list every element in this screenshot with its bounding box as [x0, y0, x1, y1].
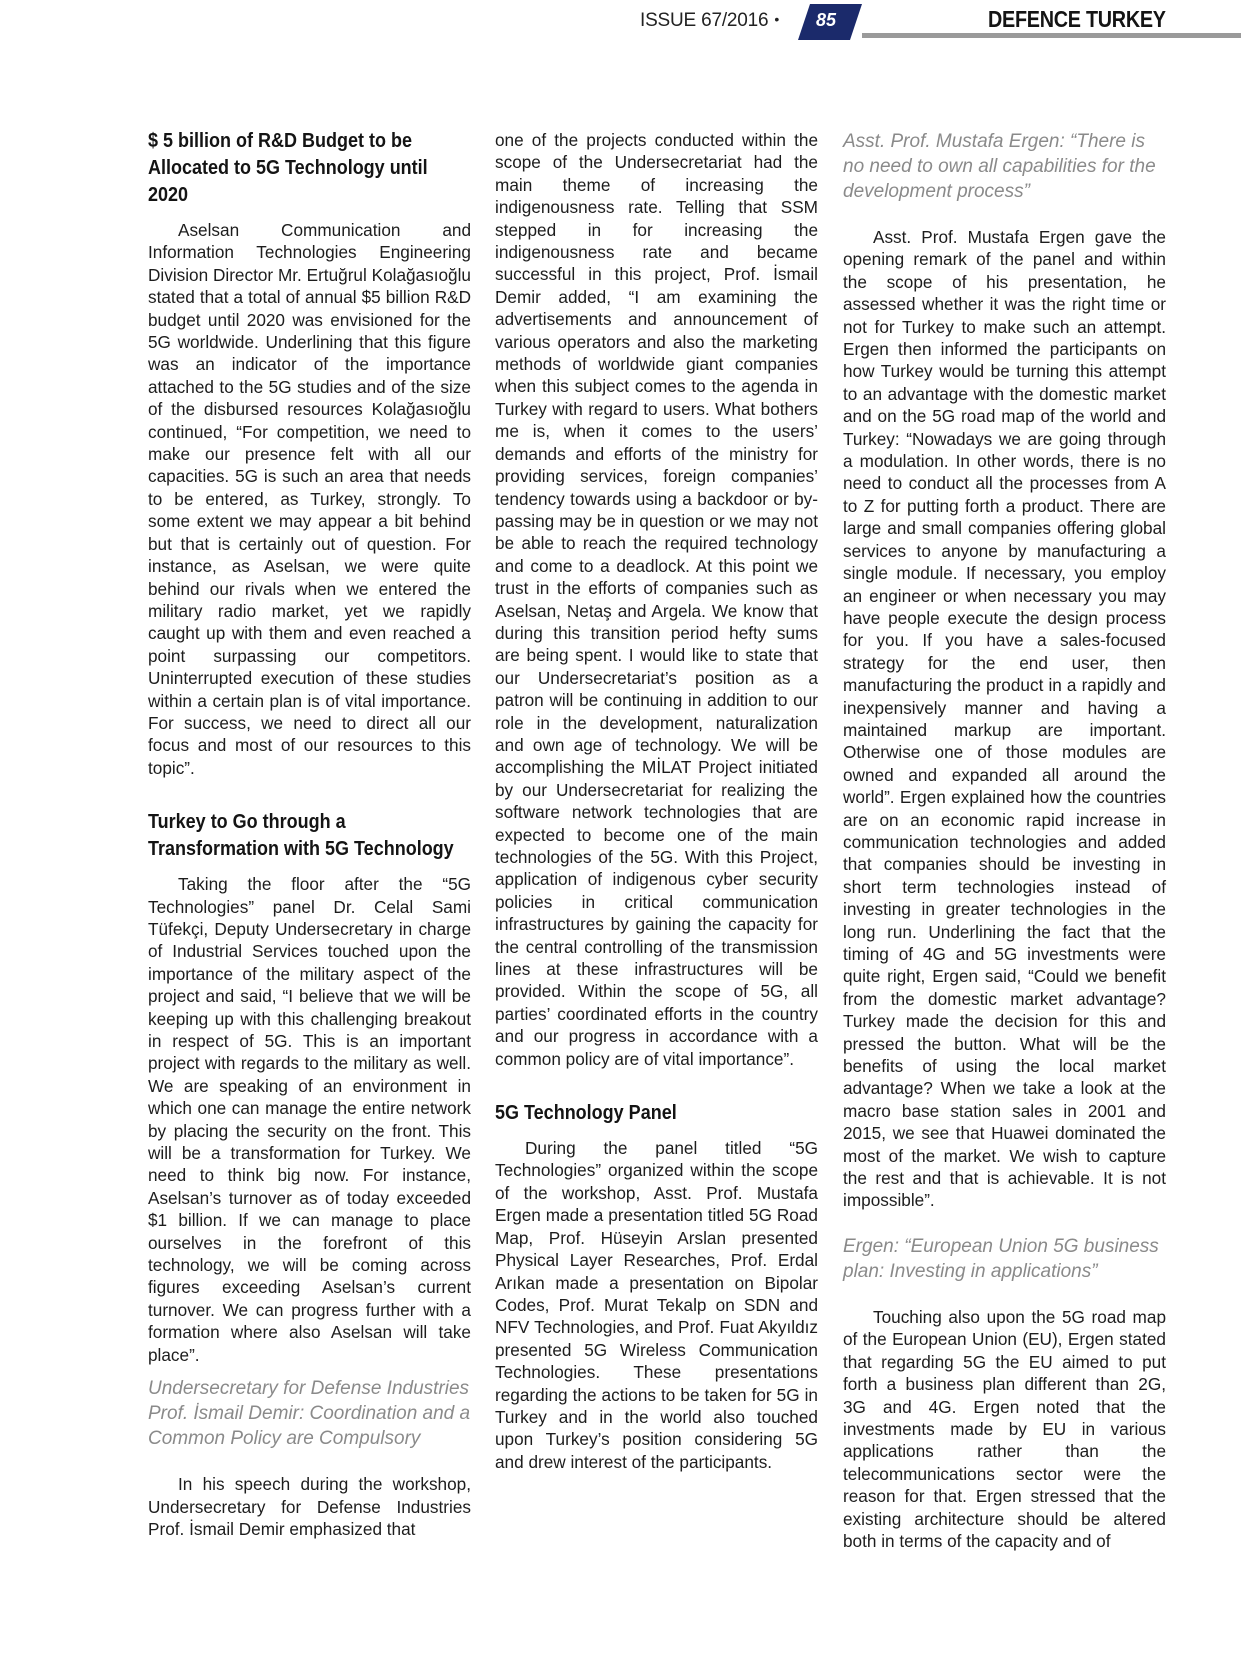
paragraph-5g-panel: During the panel titled “5G Technologies” organized within the scope of the workshop, Asst. Prof. Mustafa Ergen made a presentation titled 5G Road Map, Prof. Hüseyin Arslan presented Physical Layer Researches, Prof. Erdal Arıkan made a presentation on Bipolar Codes, Prof. Murat Tekalp on SDN and NFV Technologies, and Prof. Fuat Akyıldız presented 5G Wireless Communication Technologies. These presentations regarding the actions to be taken for 5G in Turkey and in the world also touched upon Turkey’s position considering 5G and drew interest of the participants.	[495, 1138, 818, 1472]
paragraph-eu-plan: Touching also upon the 5G road map of the European Union (EU), Ergen stated that regarding 5G the EU aimed to put forth a business plan different than 2G, 3G and 4G. Ergen noted that the investments made by EU in various applications rather than the telecommunications sector were the reason for that. Ergen stressed that the existing architecture should be altered both in terms of the capacity and of	[843, 1306, 1166, 1551]
header-rule	[862, 33, 1241, 38]
column-1	[148, 128, 471, 1540]
column-2	[495, 129, 818, 1473]
heading-transformation: Turkey to Go through a Transformation with 5G Technology	[148, 811, 454, 861]
subheading-demir: Undersecretary for Defense Industries Prof. İsmail Demir: Coordination and a Common Policy are Compulsory	[148, 1378, 471, 1450]
paragraph-demir-intro: In his speech during the workshop, Undersecretary for Defense Industries Prof. İsmail Demir emphasized that	[148, 1474, 471, 1539]
page-number-badge	[798, 4, 862, 40]
paragraph-rd-budget: Aselsan Communication and Information Technologies Engineering Division Director Mr. Ertuğrul Kolağasıoğlu stated that a total of annual $5 billion R&D budget until 2020 was envisioned for the 5G worldwide. Underlining that this figure was an indicator of the importance attached to the 5G studies and of the size of the disbursed resources Kolağasıoğlu continued, “For competition, we need to make our presence felt with all our capacities. 5G is such an area that needs to be entered, as Turkey, strongly. To some extent we may appear a bit behind but that is certainly out of question. For instance, as Aselsan, we were quite behind our rivals when we entered the military radio market, yet we rapidly caught up with them and even reached a point surpassing our competitors. Uninterrupted execution of these studies within a certain plan is of vital importance. For success, we need to direct all our focus and most of our resources to this topic”.	[148, 220, 471, 778]
subheading-eu-plan: Ergen: “European Union 5G business plan: Investing in applications”	[843, 1235, 1159, 1282]
page-header	[0, 0, 1241, 60]
paragraph-transformation: Taking the floor after the “5G Technologies” panel Dr. Celal Sami Tüfekçi, Deputy Undersecretary in charge of Industrial Services touched upon the importance of the military aspect of the project and said, “I believe that we will be keeping up with this challenging breakout in respect of 5G. This is an important project with regards to the military as well. We are speaking of an environment in which one can manage the entire network by placing the security on the front. This will be a transformation for Turkey. We need to think big now. For instance, Aselsan’s turnover as of today exceeded $1 billion. If we can manage to place ourselves in the forefront of this technology, we will be coming across figures exceeding Aselsan’s current turnover. We can progress further with a formation where also Aselsan will take place”.	[148, 874, 471, 1365]
paragraph-ergen: Asst. Prof. Mustafa Ergen gave the opening remark of the panel and within the scope of his presentation, he assessed whether it was the right time or not for Turkey to make such an attempt. Ergen then informed the participants on how Turkey would be turning this attempt to an advantage with the domestic market and on the 5G road map of the world and Turkey: “Nowadays we are going through a modulation. In other words, there is no need to conduct all the processes from A to Z for putting forth a product. There are large and small companies offering global services to anyone by manufacturing a single module. If necessary, you employ an engineer or when necessary you may have people execute the design process for you. If you have a sales-focused strategy for the end user, then manufacturing the product in a rapidly and inexpensively manner and having a maintained markup are important. Otherwise one of those modules are owned and expanded all around the world”. Ergen explained how the countries are on an economic rapid increase in communication technologies and added that companies should be investing in short term technologies instead of investing in greater technologies in the long run. Underlining the fact that the timing of 4G and 5G investments were quite right, Ergen said, “Could we benefit from the domestic market advantage? Turkey made the decision for this and pressed the button. What will be the benefits of using the local market advantage? When we take a look at the macro base station sales in 2001 and 2015, we see that Huawei dominated the most of the market. We wish to capture the rest and that is achievable. It is not impossible”.	[843, 227, 1166, 1211]
issue-bullet: •	[774, 11, 780, 27]
issue-label	[640, 10, 779, 32]
magazine-title: DEFENCE TURKEY	[988, 6, 1166, 32]
heading-rd-budget: $ 5 billion of R&D Budget to be Allocated to 5G Technology until 2020	[148, 130, 428, 206]
heading-5g-panel: 5G Technology Panel	[495, 1102, 677, 1125]
page-number: 85	[816, 10, 837, 30]
subheading-ergen: Asst. Prof. Mustafa Ergen: “There is no need to own all capabilities for the development process”	[843, 131, 1156, 202]
paragraph-demir-continued: one of the projects conducted within the scope of the Undersecretariat had the main theme of increasing the indigenousness rate. Telling that SSM stepped in for increasing the indigenousness rate and became successful in this project, Prof. İsmail Demir added, “I am examining the advertisements and announcement of various operators and also the marketing methods of worldwide giant companies when this subject comes to the agenda in Turkey with regard to users. What bothers me is, when it comes to the users’ demands and efforts of the ministry for providing services, foreign companies’ tendency towards using a backdoor or by-passing may be in question or we may not be able to reach the required technology and come to a deadlock. At this point we trust in the efforts of companies such as Aselsan, Netaş and Argela. We know that during this transition period hefty sums are being spent. I would like to state that our Undersecretariat’s position as a patron will be continuing in addition to our role in the development, naturalization and own age of technology. We will be accomplishing the MİLAT Project initiated by our Undersecretariat for realizing the software network technologies that are expected to become one of the main technologies of the 5G. With this Project, application of indigenous cyber security policies in critical communication infrastructures by gaining the capacity for the central controlling of the transmission lines at these infrastructures will be provided. Within the scope of 5G, all parties’ coordinated efforts in the country and our progress in accordance with a common policy are of vital importance”.	[495, 130, 818, 1069]
column-3	[843, 129, 1166, 1552]
issue-text: ISSUE 67/2016	[640, 10, 769, 31]
